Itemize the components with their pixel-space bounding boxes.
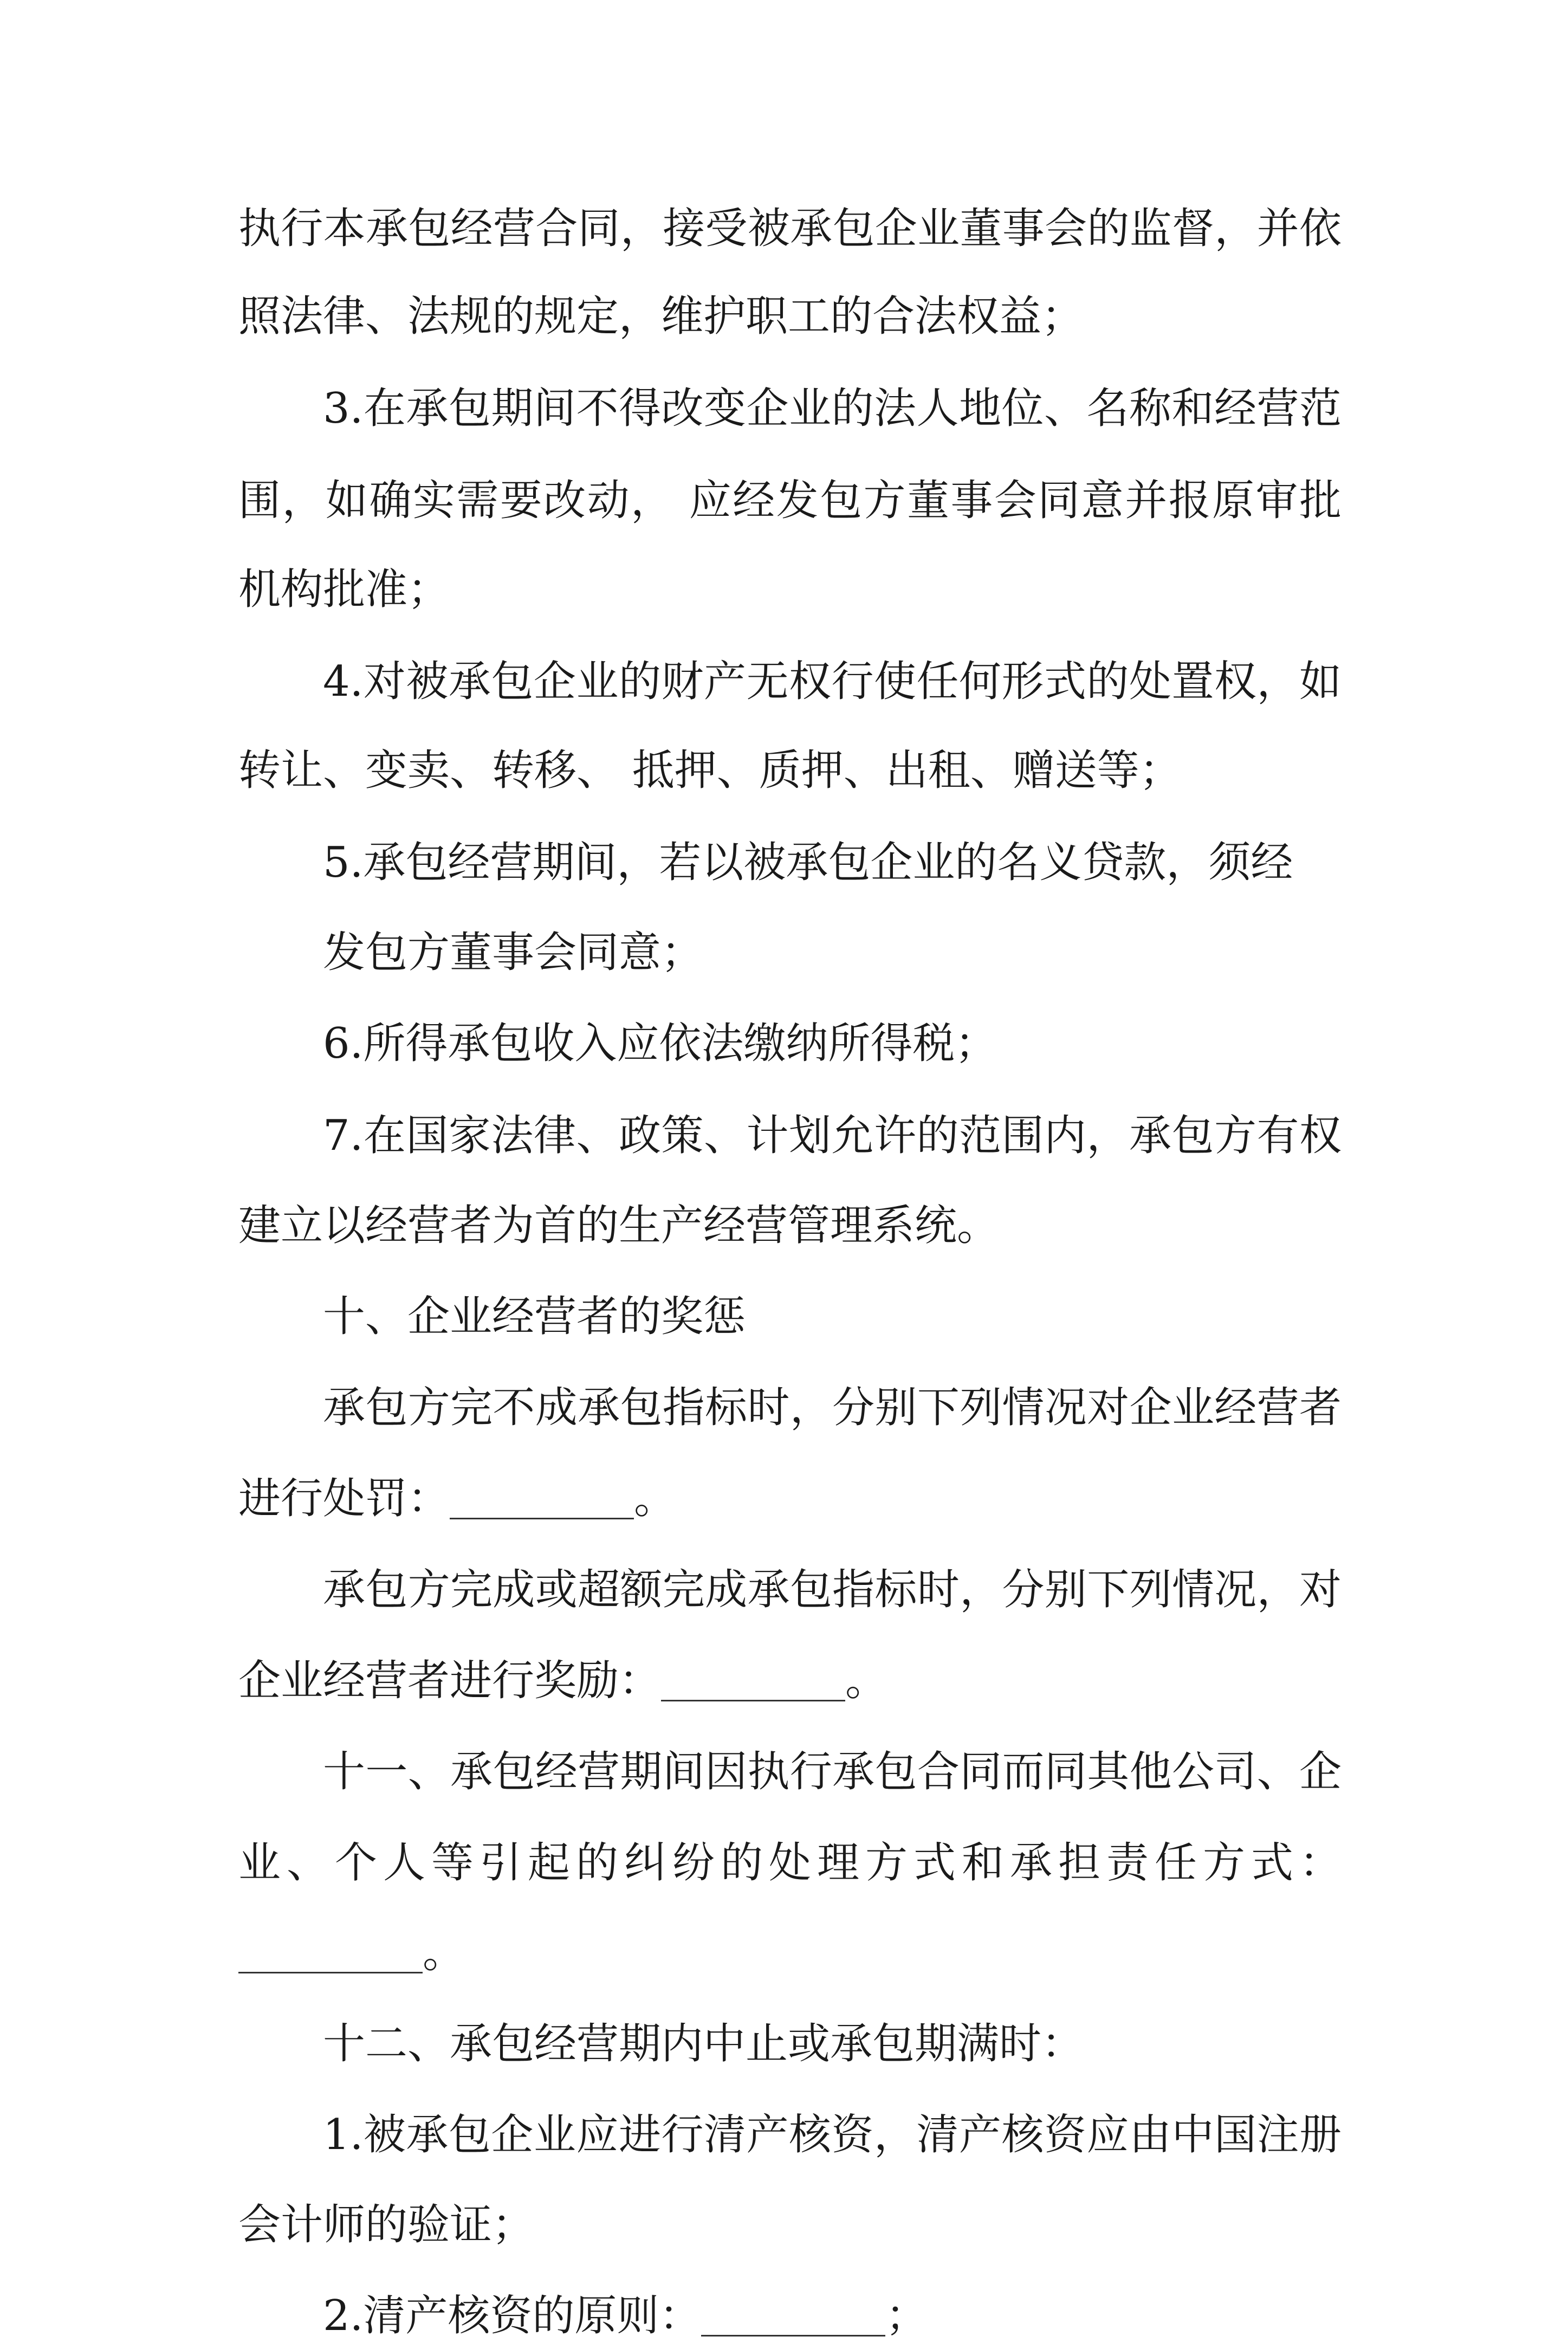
list-item-3-line: 围，如确实需要改动， 应经发包方董事会同意并报原审批	[238, 476, 1342, 525]
line-end: 。	[423, 1928, 465, 1977]
fill-in-blank[interactable]	[238, 1934, 423, 1973]
line-end: ；	[885, 2292, 928, 2340]
fill-in-blank[interactable]	[661, 1662, 845, 1701]
paragraph-line: 照法律、法规的规定，维护职工的合法权益；	[238, 292, 1084, 341]
section-heading-12: 十二、承包经营期内中止或承包期满时：	[323, 2020, 1084, 2068]
list-item-4-line: 4.对被承包企业的财产无权行使任何形式的处置权，如	[323, 657, 1342, 706]
paragraph-line: 承包方完成或超额完成承包指标时，分别下列情况，对	[323, 1565, 1342, 1614]
line-text: 2.清产核资的原则：	[323, 2292, 702, 2340]
line-end: 。	[845, 1656, 888, 1705]
section-heading-10: 十、企业经营者的奖惩	[323, 1292, 746, 1341]
section-heading-11: 十一、承包经营期间因执行承包合同而同其他公司、企	[323, 1747, 1342, 1796]
fill-in-blank[interactable]	[450, 1480, 634, 1519]
list-item-4-line: 转让、变卖、转移、 抵押、质押、出租、赠送等；	[238, 746, 1182, 795]
list-item-1-line: 1.被承包企业应进行清产核资，清产核资应由中国注册	[323, 2111, 1342, 2159]
list-item-3-line: 3.在承包期间不得改变企业的法人地位、名称和经营范	[323, 384, 1342, 433]
list-item-6-line: 6.所得承包收入应依法缴纳所得税；	[323, 1019, 997, 1068]
list-item-5-line: 5.承包经营期间，若以被承包企业的名义贷款，须经	[323, 838, 1293, 887]
list-item-1-line: 会计师的验证；	[238, 2200, 535, 2249]
list-item-5-line: 发包方董事会同意；	[323, 928, 704, 977]
fill-in-blank[interactable]	[701, 2297, 885, 2336]
line-text: 进行处罚：	[238, 1474, 450, 1523]
line-end: 。	[634, 1474, 677, 1523]
paragraph-line-with-blank	[238, 1472, 676, 1526]
paragraph-line-with-blank	[238, 1926, 465, 1980]
list-item-7-line: 建立以经营者为首的生产经营管理系统。	[238, 1201, 1000, 1250]
list-item-7-line: 7.在国家法律、政策、计划允许的范围内，承包方有权	[323, 1111, 1342, 1160]
line-text: 企业经营者进行奖励：	[238, 1656, 662, 1705]
list-item-2-line-with-blank	[323, 2289, 928, 2343]
paragraph-line: 业、个人等引起的纠纷的处理方式和承担责任方式：	[238, 1839, 1342, 1887]
paragraph-line: 承包方完不成承包指标时，分别下列情况对企业经营者	[323, 1383, 1342, 1432]
list-item-3-line: 机构批准；	[238, 565, 450, 614]
paragraph-line: 执行本承包经营合同，接受被承包企业董事会的监督，并依	[238, 204, 1342, 253]
paragraph-line-with-blank	[238, 1654, 887, 1708]
